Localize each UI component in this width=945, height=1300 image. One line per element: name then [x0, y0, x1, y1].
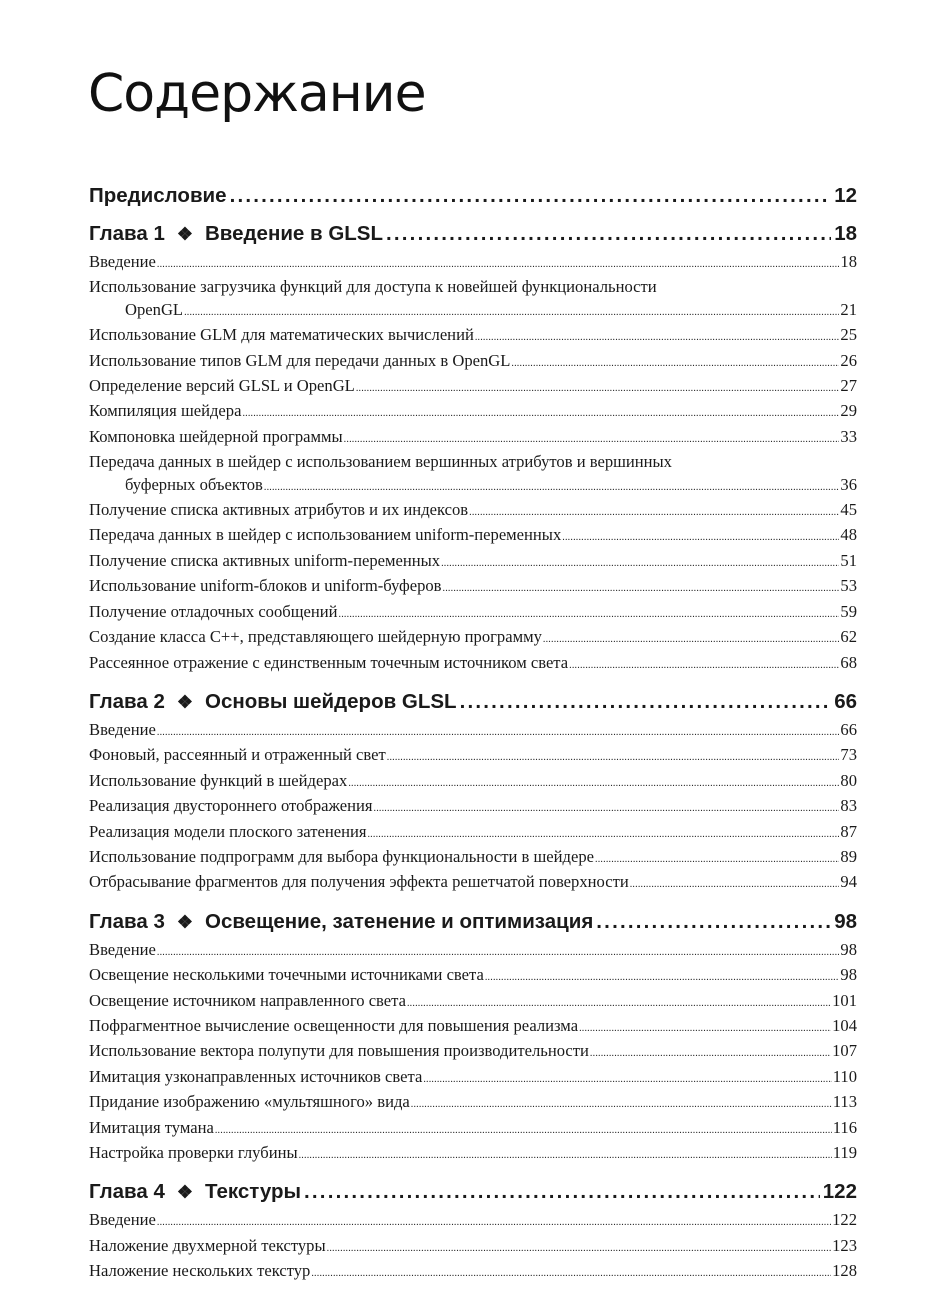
leader-dots — [348, 773, 839, 795]
entry-title: OpenGL — [125, 299, 184, 319]
entry-title: Пофрагментное вычисление освещенности для повышения реализма — [89, 1015, 579, 1035]
entry-page: 122 — [832, 1210, 857, 1230]
leader-dots — [579, 1018, 831, 1040]
diamond-ornament-icon: ❖ — [176, 1182, 193, 1203]
entry-title: Имитация тумана — [89, 1117, 214, 1137]
chapter-title: Основы шейдеров GLSL — [205, 689, 457, 713]
entry-title: Реализация модели плоского затенения — [89, 821, 367, 841]
entry-page: 48 — [840, 525, 857, 545]
entry-page: 80 — [840, 770, 857, 790]
leader-dots — [441, 553, 839, 575]
chapter-title: Введение в GLSL — [205, 222, 383, 245]
toc-entry[interactable] — [89, 1015, 857, 1040]
entry-page: 104 — [832, 1015, 857, 1035]
toc-entry-line[interactable]: Передача данных в шейдер с использованием вершинных атрибутов и вершинных — [89, 452, 672, 472]
entry-title: Определение версий GLSL и OpenGL — [89, 376, 355, 396]
entry-title: Введение — [89, 719, 156, 739]
leader-dots — [339, 604, 840, 626]
entry-title: Получение списка активных uniform-переменных — [89, 550, 441, 570]
entry-page: 36 — [840, 474, 857, 494]
entry-title: Компиляция шейдера — [89, 401, 242, 421]
toc-entry[interactable] — [89, 375, 857, 400]
entry-title: Введение — [89, 252, 156, 271]
leader-dots — [311, 1263, 831, 1285]
toc-preface[interactable] — [89, 183, 857, 209]
entry-title: Использование вектора полупути для повышения производительности — [89, 1041, 589, 1061]
toc-entry[interactable] — [89, 524, 857, 549]
entry-page: 26 — [840, 350, 857, 370]
toc-entry[interactable] — [89, 1091, 857, 1116]
entry-page: 29 — [840, 401, 857, 421]
entry-page: 98 — [840, 965, 857, 985]
chapter-number: Глава 4 — [89, 1180, 165, 1204]
toc-entry[interactable] — [89, 770, 857, 795]
entry-title: Фоновый, рассеянный и отраженный свет — [89, 745, 386, 765]
entry-page: 123 — [832, 1235, 857, 1255]
entry-page: 51 — [840, 550, 857, 570]
entry-page: 107 — [832, 1041, 857, 1061]
entry-title: Использование GLM для математических вычислений — [89, 325, 474, 345]
toc-entry[interactable] — [89, 474, 857, 499]
chapter-heading[interactable] — [89, 1179, 857, 1205]
entry-title: Компоновка шейдерной программы — [89, 426, 343, 446]
toc-entry[interactable] — [89, 846, 857, 871]
chapter-title: Освещение, затенение и оптимизация — [205, 909, 594, 933]
toc-entry[interactable] — [89, 1066, 857, 1091]
entry-title: Использование типов GLM для передачи данных в OpenGL — [89, 350, 511, 370]
leader-dots — [475, 327, 840, 349]
entry-title: Наложение двухмерной текстуры — [89, 1235, 326, 1255]
entry-title: Использование функций в шейдерах — [89, 770, 348, 790]
entry-page: 98 — [840, 939, 857, 959]
leader-dots — [590, 1043, 831, 1065]
toc-entry[interactable] — [89, 1235, 857, 1260]
leader-dots — [562, 527, 839, 549]
chapter-page: 122 — [822, 1180, 857, 1204]
entry-title: Получение отладочных сообщений — [89, 601, 338, 621]
table-of-contents — [89, 183, 857, 1286]
entry-page: 83 — [840, 796, 857, 816]
toc-entry[interactable] — [89, 550, 857, 575]
entry-page: 68 — [840, 652, 857, 672]
entry-title: Получение списка активных атрибутов и их индексов — [89, 500, 469, 520]
leader-dots — [460, 689, 832, 715]
leader-dots — [407, 993, 831, 1015]
leader-dots — [387, 747, 840, 769]
entry-title: Освещение несколькими точечными источниками света — [89, 965, 484, 985]
entry-title: Передача данных в шейдер с использованием uniform-переменных — [89, 525, 562, 545]
leader-dots — [242, 403, 839, 425]
leader-dots — [157, 1212, 831, 1234]
leader-dots — [157, 942, 840, 964]
toc-entry[interactable] — [89, 744, 857, 769]
chapter-heading[interactable] — [89, 909, 857, 935]
entry-title: буферных объектов — [125, 474, 263, 494]
entry-page: 128 — [832, 1261, 857, 1281]
toc-entry[interactable] — [89, 251, 857, 276]
leader-dots — [485, 967, 840, 989]
leader-dots — [356, 378, 840, 400]
toc-entry-line[interactable]: Использование загрузчика функций для доступа к новейшей функциональности — [89, 277, 657, 297]
leader-dots — [423, 1069, 831, 1091]
toc-entry[interactable] — [89, 990, 857, 1015]
leader-dots — [511, 353, 839, 375]
entry-page: 66 — [840, 719, 857, 739]
leader-dots — [595, 849, 839, 871]
leader-dots — [327, 1238, 831, 1260]
entry-page: 18 — [840, 252, 857, 271]
toc-entry[interactable] — [89, 1260, 857, 1285]
preface-label: Предисловие — [89, 184, 227, 207]
leader-dots — [157, 254, 840, 276]
toc-entry[interactable] — [89, 299, 857, 324]
entry-page: 33 — [840, 426, 857, 446]
leader-dots — [299, 1145, 832, 1167]
diamond-ornament-icon: ❖ — [176, 224, 193, 244]
chapter-number: Глава 3 — [89, 909, 165, 933]
entry-title: Имитация узконаправленных источников света — [89, 1066, 423, 1086]
toc-entry[interactable] — [89, 400, 857, 425]
leader-dots — [630, 874, 840, 896]
chapter-page: 98 — [834, 909, 857, 933]
leader-dots — [569, 655, 839, 677]
leader-dots — [215, 1120, 832, 1142]
entry-page: 25 — [840, 325, 857, 345]
chapter-heading[interactable] — [89, 221, 857, 247]
toc-entry[interactable] — [89, 821, 857, 846]
entry-page: 116 — [832, 1117, 857, 1137]
entry-page: 110 — [832, 1066, 857, 1086]
toc-entry[interactable] — [89, 1209, 857, 1234]
leader-dots — [374, 798, 840, 820]
entry-page: 62 — [840, 627, 857, 647]
entry-page: 89 — [840, 846, 857, 866]
entry-title: Введение — [89, 939, 156, 959]
leader-dots — [157, 722, 840, 744]
page-title: Содержание — [88, 64, 426, 124]
leader-dots — [386, 221, 831, 247]
leader-dots — [443, 578, 840, 600]
entry-page: 21 — [840, 299, 857, 319]
entry-title: Введение — [89, 1210, 156, 1230]
toc-entry[interactable] — [89, 719, 857, 744]
toc-entry[interactable] — [89, 939, 857, 964]
entry-page: 101 — [832, 990, 857, 1010]
chapter-number: Глава 2 — [89, 689, 165, 713]
chapter-page: 66 — [834, 689, 857, 713]
entry-page: 59 — [840, 601, 857, 621]
toc-entry[interactable] — [89, 324, 857, 349]
entry-title: Использование подпрограмм для выбора функциональности в шейдере — [89, 846, 595, 866]
toc-entry[interactable] — [89, 426, 857, 451]
leader-dots — [367, 824, 839, 846]
entry-title: Использование uniform-блоков и uniform-буферов — [89, 576, 442, 596]
chapter-title: Текстуры — [205, 1180, 302, 1204]
entry-title: Придание изображению «мультяшного» вида — [89, 1092, 410, 1112]
leader-dots — [304, 1179, 820, 1205]
entry-title: Реализация двустороннего отображения — [89, 796, 373, 816]
toc-entry[interactable] — [89, 350, 857, 375]
toc-entry[interactable] — [89, 795, 857, 820]
leader-dots — [469, 502, 839, 524]
entry-page: 119 — [832, 1143, 857, 1162]
diamond-ornament-icon: ❖ — [176, 911, 193, 932]
toc-entry[interactable] — [89, 1142, 857, 1167]
chapter-number: Глава 1 — [89, 222, 165, 245]
diamond-ornament-icon: ❖ — [176, 691, 193, 712]
entry-page: 53 — [840, 576, 857, 596]
entry-title: Наложение нескольких текстур — [89, 1261, 311, 1281]
toc-entry[interactable] — [89, 871, 857, 896]
chapter-page: 18 — [834, 222, 857, 245]
entry-page: 45 — [840, 500, 857, 520]
entry-page: 73 — [840, 745, 857, 765]
entry-page: 94 — [840, 872, 857, 892]
entry-title: Создание класса C++, представляющего шейдерную программу — [89, 627, 542, 647]
chapter-heading[interactable] — [89, 689, 857, 715]
toc-entry[interactable] — [89, 1040, 857, 1065]
toc-entry[interactable] — [89, 499, 857, 524]
leader-dots — [543, 629, 840, 651]
entry-title: Настройка проверки глубины — [89, 1143, 298, 1162]
entry-title: Отбрасывание фрагментов для получения эффекта решетчатой поверхности — [89, 872, 629, 892]
leader-dots — [264, 477, 840, 499]
leader-dots — [411, 1094, 832, 1116]
toc-entry[interactable] — [89, 626, 857, 651]
entry-page: 113 — [832, 1092, 857, 1112]
leader-dots — [596, 909, 831, 935]
entry-page: 27 — [840, 376, 857, 396]
entry-title: Рассеянное отражение с единственным точечным источником света — [89, 652, 569, 672]
entry-title: Освещение источником направленного света — [89, 990, 406, 1010]
toc-entry[interactable] — [89, 601, 857, 626]
leader-dots — [184, 302, 839, 324]
toc-entry[interactable] — [89, 575, 857, 600]
leader-dots — [344, 429, 840, 451]
toc-entry[interactable] — [89, 1117, 857, 1142]
entry-page: 87 — [840, 821, 857, 841]
preface-page: 12 — [834, 184, 857, 207]
toc-entry[interactable] — [89, 964, 857, 989]
toc-entry[interactable] — [89, 652, 857, 677]
leader-dots — [230, 183, 832, 209]
